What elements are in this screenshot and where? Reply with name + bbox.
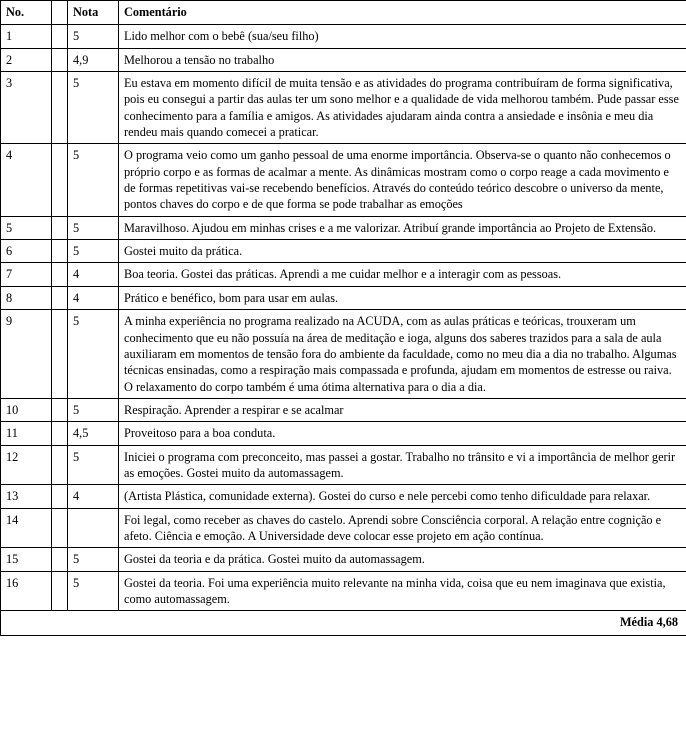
row-nota: 5 bbox=[68, 144, 119, 216]
average-label: Média 4,68 bbox=[1, 611, 686, 635]
table-row bbox=[1, 310, 686, 399]
row-spacer bbox=[52, 310, 68, 399]
row-spacer bbox=[52, 548, 68, 571]
row-nota: 5 bbox=[68, 25, 119, 48]
row-comentario: Boa teoria. Gostei das práticas. Aprendi a me cuidar melhor e a interagir com as pessoas. bbox=[119, 263, 686, 286]
table-row bbox=[1, 144, 686, 216]
table-row bbox=[1, 48, 686, 71]
row-nota: 5 bbox=[68, 445, 119, 485]
row-nota: 5 bbox=[68, 571, 119, 611]
row-spacer bbox=[52, 216, 68, 239]
table-row bbox=[1, 548, 686, 571]
row-number: 3 bbox=[1, 72, 52, 144]
row-spacer bbox=[52, 48, 68, 71]
row-nota: 5 bbox=[68, 310, 119, 399]
row-comentario: Gostei muito da prática. bbox=[119, 240, 686, 263]
row-number: 10 bbox=[1, 398, 52, 421]
table-row bbox=[1, 422, 686, 445]
row-spacer bbox=[52, 240, 68, 263]
row-comentario: Gostei da teoria. Foi uma experiência muito relevante na minha vida, coisa que eu nem imaginava que existia, como automassagem. bbox=[119, 571, 686, 611]
row-nota bbox=[68, 508, 119, 548]
row-number: 5 bbox=[1, 216, 52, 239]
row-number: 13 bbox=[1, 485, 52, 508]
row-spacer bbox=[52, 422, 68, 445]
row-number: 9 bbox=[1, 310, 52, 399]
row-spacer bbox=[52, 508, 68, 548]
row-number: 2 bbox=[1, 48, 52, 71]
row-comentario: Foi legal, como receber as chaves do castelo. Aprendi sobre Consciência corporal. A relação entre cognição e afeto. Ciência e emoção. A Universidade deve colocar esse projeto em ação contínua. bbox=[119, 508, 686, 548]
column-header-comentario: Comentário bbox=[119, 1, 686, 25]
row-spacer bbox=[52, 72, 68, 144]
row-comentario: A minha experiência no programa realizado na ACUDA, com as aulas práticas e teóricas, trouxeram um conhecimento que eu não possuía na área de meditação e ioga, alguns dos saberes trazidos para a sala de aula auxiliaram em momentos de tensão fora do ambiente da faculdade, como no meu dia a dia no trabalho. Algumas técnicas ensinadas, como a respiração mais compassada e profunda, ajudam em momentos de estresse ou raiva. O relaxamento do corpo também é uma ótima alternativa para o dia a dia. bbox=[119, 310, 686, 399]
table-row bbox=[1, 25, 686, 48]
table-row bbox=[1, 286, 686, 309]
column-header-no: No. bbox=[1, 1, 52, 25]
row-comentario: Iniciei o programa com preconceito, mas passei a gostar. Trabalho no trânsito e vi a importância de melhor gerir as emoções. Gostei muito da automassagem. bbox=[119, 445, 686, 485]
row-spacer bbox=[52, 445, 68, 485]
table-header bbox=[1, 1, 686, 25]
row-spacer bbox=[52, 263, 68, 286]
column-header-spacer bbox=[52, 1, 68, 25]
row-number: 8 bbox=[1, 286, 52, 309]
table-row bbox=[1, 216, 686, 239]
row-spacer bbox=[52, 25, 68, 48]
row-spacer bbox=[52, 398, 68, 421]
table-row bbox=[1, 398, 686, 421]
row-spacer bbox=[52, 485, 68, 508]
row-spacer bbox=[52, 286, 68, 309]
row-number: 7 bbox=[1, 263, 52, 286]
table-row bbox=[1, 508, 686, 548]
table-body bbox=[1, 25, 686, 611]
row-nota: 5 bbox=[68, 548, 119, 571]
table-footer-row bbox=[1, 611, 686, 635]
row-nota: 5 bbox=[68, 240, 119, 263]
row-spacer bbox=[52, 571, 68, 611]
column-header-nota: Nota bbox=[68, 1, 119, 25]
row-spacer bbox=[52, 144, 68, 216]
row-comentario: O programa veio como um ganho pessoal de uma enorme importância. Observa-se o quanto não conhecemos o próprio corpo e as formas de acalmar a mente. As dinâmicas mostram como o corpo reage a cada movimento e de formas repetitivas vai-se recebendo benefícios. Através do conteúdo teórico descobre o universo da mente, pontos chaves do corpo e de que forma se pode trabalhar as emoções bbox=[119, 144, 686, 216]
row-nota: 5 bbox=[68, 72, 119, 144]
table-row bbox=[1, 263, 686, 286]
table-row bbox=[1, 240, 686, 263]
row-nota: 4,5 bbox=[68, 422, 119, 445]
row-number: 12 bbox=[1, 445, 52, 485]
row-nota: 4 bbox=[68, 263, 119, 286]
row-number: 6 bbox=[1, 240, 52, 263]
table-row bbox=[1, 571, 686, 611]
table-row bbox=[1, 485, 686, 508]
row-comentario: Lido melhor com o bebê (sua/seu filho) bbox=[119, 25, 686, 48]
table-row bbox=[1, 445, 686, 485]
row-comentario: Prático e benéfico, bom para usar em aulas. bbox=[119, 286, 686, 309]
row-number: 16 bbox=[1, 571, 52, 611]
row-comentario: Eu estava em momento difícil de muita tensão e as atividades do programa contribuíram de forma significativa, pois eu consegui a partir das aulas ter um sono melhor e a qualidade de vida melhorou também. Pude passar esse conhecimento para a família e amigos. As atividades ajudaram ainda contra a ansiedade e insônia e meu dia rendeu mais quando comecei a praticar. bbox=[119, 72, 686, 144]
row-nota: 4,9 bbox=[68, 48, 119, 71]
table-row bbox=[1, 72, 686, 144]
row-number: 1 bbox=[1, 25, 52, 48]
row-number: 15 bbox=[1, 548, 52, 571]
row-nota: 4 bbox=[68, 485, 119, 508]
table-footer bbox=[1, 611, 686, 635]
row-nota: 5 bbox=[68, 216, 119, 239]
table-header-row bbox=[1, 1, 686, 25]
row-number: 14 bbox=[1, 508, 52, 548]
row-comentario: Respiração. Aprender a respirar e se acalmar bbox=[119, 398, 686, 421]
row-comentario: Melhorou a tensão no trabalho bbox=[119, 48, 686, 71]
row-comentario: Gostei da teoria e da prática. Gostei muito da automassagem. bbox=[119, 548, 686, 571]
row-nota: 4 bbox=[68, 286, 119, 309]
row-comentario: Proveitoso para a boa conduta. bbox=[119, 422, 686, 445]
row-comentario: (Artista Plástica, comunidade externa). Gostei do curso e nele percebi como tenho dificuldade para relaxar. bbox=[119, 485, 686, 508]
row-nota: 5 bbox=[68, 398, 119, 421]
row-number: 11 bbox=[1, 422, 52, 445]
row-number: 4 bbox=[1, 144, 52, 216]
row-comentario: Maravilhoso. Ajudou em minhas crises e a me valorizar. Atribuí grande importância ao Projeto de Extensão. bbox=[119, 216, 686, 239]
